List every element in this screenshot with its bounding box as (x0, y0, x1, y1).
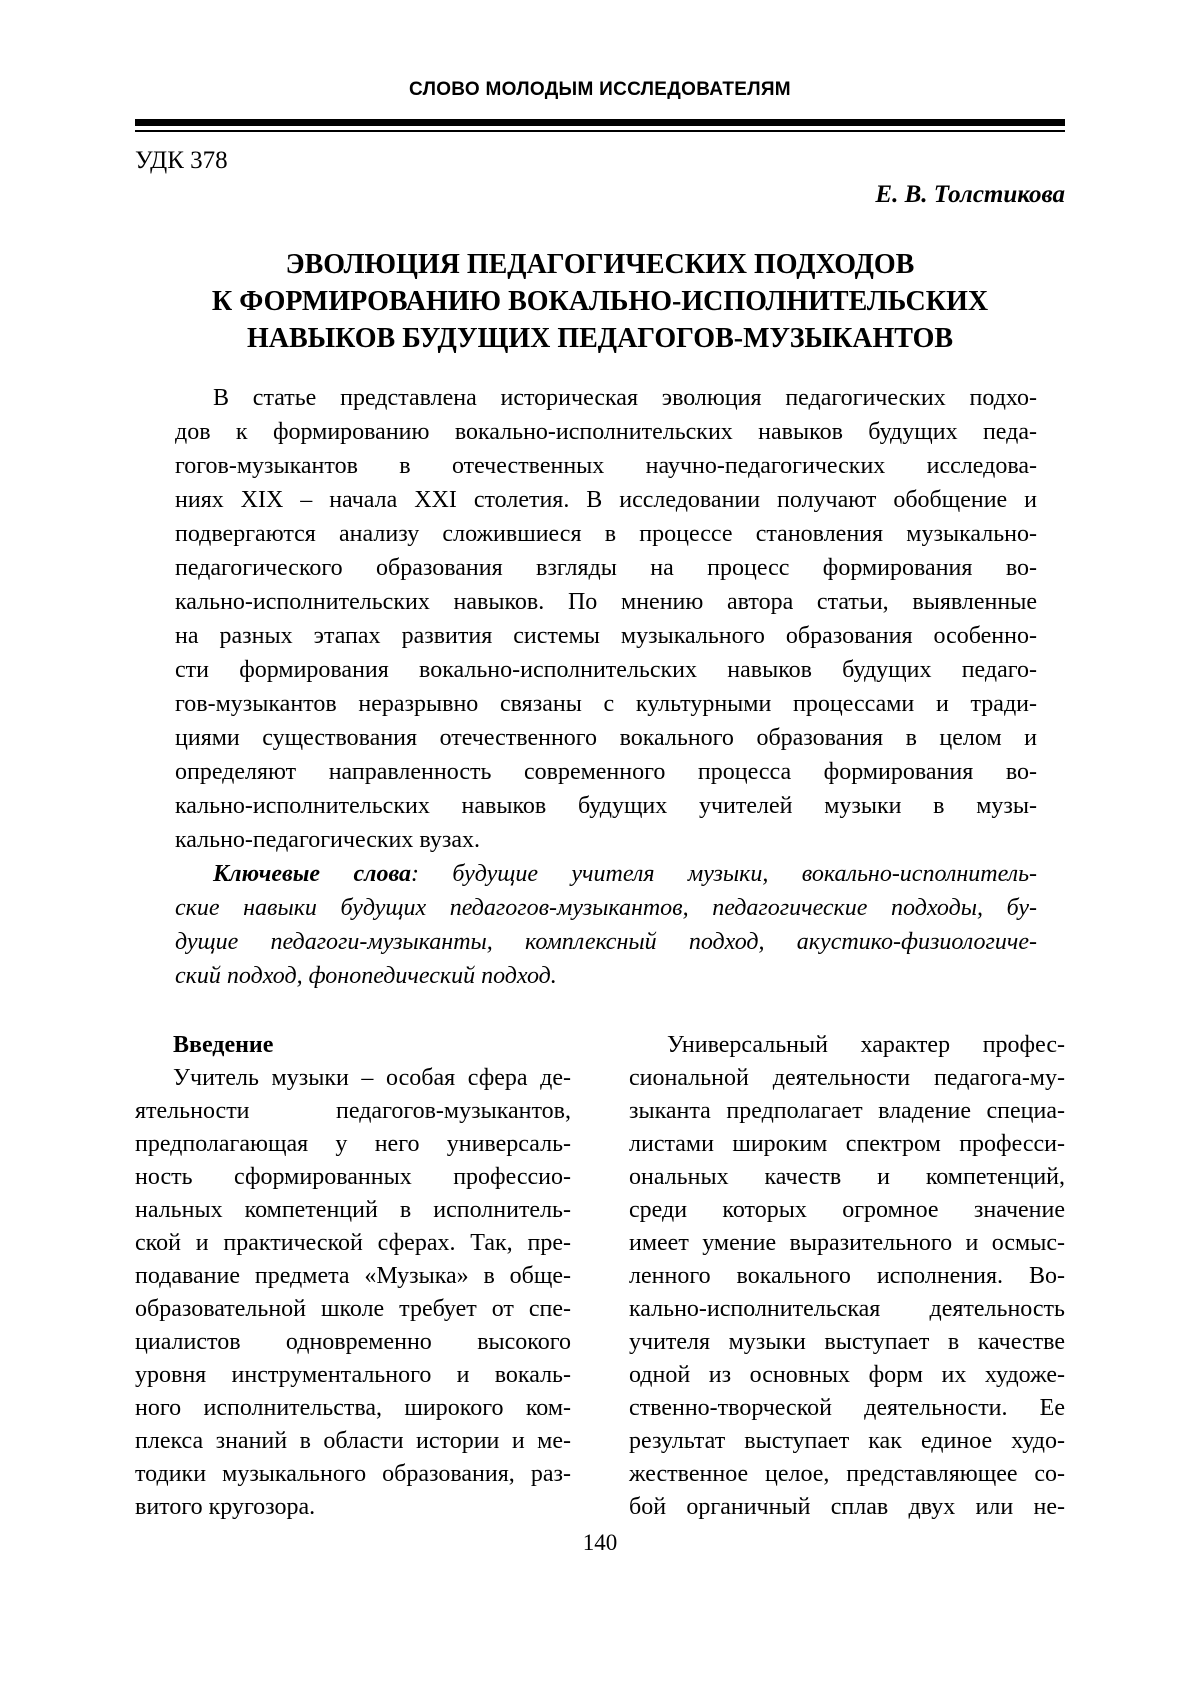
left-column-text: Учитель музыки – особая сфера де- ятельности педагогов-музыкантов, предполагающая у него универсаль- ность сформированных профессио- нальных компетенций в исполнитель- ской и практической сферах. Так, пре- подавание предмета «Музыка» в обще- образовательной школе требует от спе- циалистов одновременно высокого уровня инструментального и вокаль- ного исполнительства, широкого ком- плекса знаний в области истории и ме- тодики музыкального образования, раз- витого кругозора. (135, 1065, 571, 1520)
keywords-remaining-lines: ские навыки будущих педагогов-музыкантов, педагогические подходы, бу- дущие педагоги-музыканты, комплексный подход, акустико-физиологиче- ский подход, фонопедический подход. (175, 895, 1037, 989)
page-content (135, 0, 1065, 1524)
udc-code: УДК 378 (135, 147, 228, 174)
header-rule (135, 119, 1065, 132)
right-column-text: Универсальный характер профес- сиональной деятельности педагога-му- зыканта предполагает владение специа- листами широким спектром професси- ональных качеств и компетенций, среди которых огромное значение имеет умение выразительного и осмыс- ленного вокального исполнения. Во- кально-исполнительская деятельность учителя музыки выступает в качестве одной из основных форм их художе- ственно-творческой деятельности. Ее результат выступает как единое худо- жественное целое, представляющее со- бой органичный сплав двух или не- (629, 1032, 1065, 1520)
abstract-text: В статье представлена историческая эволюция педагогических подхо- дов к формированию вокально-исполнительских навыков будущих педа- гогов-музыкантов в отечественных научно-педагогических исследова- ниях XIX – начала XXI столетия. В исследовании получают обобщение и подвергаются анализу сложившиеся в процессе становления музыкально- педагогического образования взгляды на процесс формирования во- кально-исполнительских навыков. По мнению автора статьи, выявленные на разных этапах развития системы музыкального образования особенно- сти формирования вокально-исполнительских навыков будущих педаго- гов-музыкантов неразрывно связаны с культурными процессами и тради- циями существования отечественного вокального образования в целом и определяют направленность современного процесса формирования во- кально-исполнительских навыков будущих учителей музыки в музы- кально-педагогических вузах. (175, 385, 1037, 853)
keywords-paragraph (175, 857, 1037, 993)
running-head: СЛОВО МОЛОДЫМ ИССЛЕДОВАТЕЛЯМ (409, 79, 791, 100)
author-name: Е. В. Толстикова (875, 181, 1065, 208)
keywords-first-line (175, 857, 1037, 891)
right-column (629, 1029, 1065, 1524)
keywords-first-line-rest: : будущие учителя музыки, вокально-исполнитель- (411, 861, 1038, 887)
left-column (135, 1029, 571, 1524)
page-number: 140 (582, 1530, 618, 1555)
introduction-heading: Введение (173, 1032, 274, 1058)
keywords-label: Ключевые слова (213, 861, 412, 887)
article-title: ЭВОЛЮЦИЯ ПЕДАГОГИЧЕСКИХ ПОДХОДОВ К ФОРМИРОВАНИЮ ВОКАЛЬНО-ИСПОЛНИТЕЛЬСКИХ НАВЫКОВ БУДУЩИХ ПЕДАГОГОВ-МУЗЫКАНТОВ (211, 249, 989, 354)
two-column-body (135, 1029, 1065, 1524)
